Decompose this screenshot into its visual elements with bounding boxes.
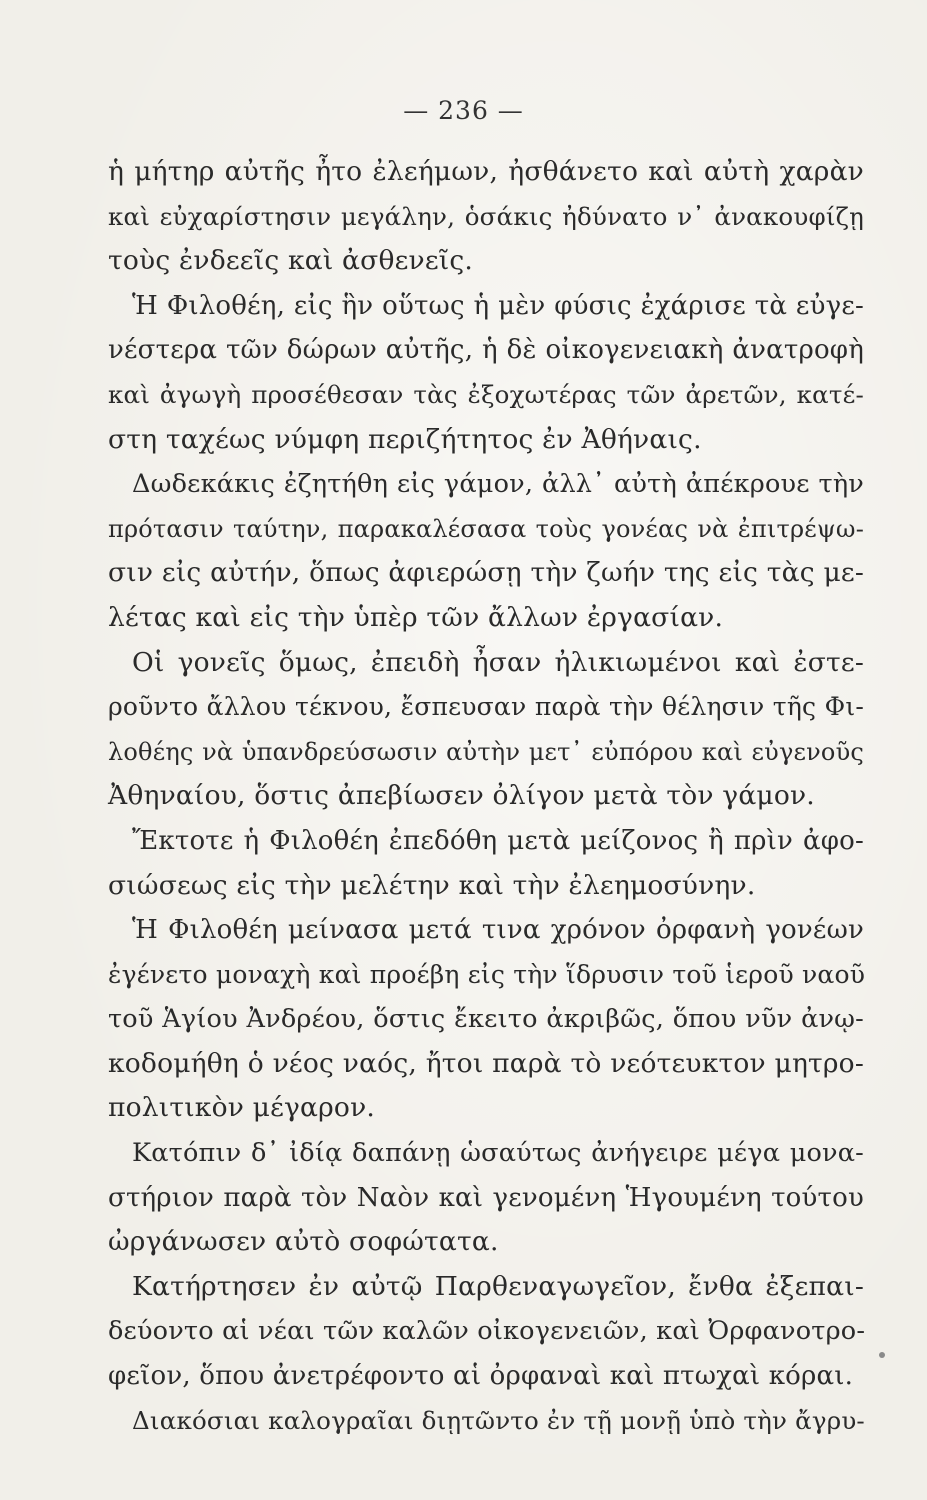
text-line: Ἡ Φιλοθέη, εἰς ἣν οὕτως ἡ μὲν φύσις ἐχάρισε τὰ εὐγε-	[132, 290, 864, 321]
page-number: — 236 —	[403, 96, 524, 125]
text-line: Ἡ Φιλοθέη μείνασα μετά τινα χρόνον ὀρφανὴ γονέων	[132, 915, 864, 946]
text-line: σιώσεως εἰς τὴν μελέτην καὶ τὴν ἐλεημοσύνην.	[108, 869, 756, 901]
text-line: στήριον παρὰ τὸν Ναὸν καὶ γενομένη Ἡγουμένη τούτου	[108, 1182, 864, 1213]
text-line: ἡ μήτηρ αὐτῆς ἦτο ἐλεήμων, ἠσθάνετο καὶ αὐτὴ χαρὰν	[108, 156, 864, 187]
text-line: κοδομήθη ὁ νέος ναός, ἤτοι παρὰ τὸ νεότευκτον μητρο-	[108, 1047, 864, 1079]
text-line: Ἀθηναίου, ὅστις ἀπεβίωσεν ὀλίγον μετὰ τὸν γάμον.	[108, 780, 815, 812]
text-line: Κατόπιν δ᾽ ἰδίᾳ δαπάνῃ ὡσαύτως ἀνήγειρε μέγα μονα-	[132, 1138, 864, 1169]
body-text	[108, 150, 864, 1443]
text-line: πρότασιν ταύτην, παρακαλέσασα τοὺς γονέας νὰ ἐπιτρέψω-	[108, 514, 864, 543]
text-line: δεύοντο αἱ νέαι τῶν καλῶν οἰκογενειῶν, καὶ Ὀρφανοτρο-	[108, 1316, 866, 1347]
text-line: φεῖον, ὅπου ἀνετρέφοντο αἱ ὀρφαναὶ καὶ πτωχαὶ κόραι.	[108, 1361, 854, 1392]
text-line: Ἔκτοτε ἡ Φιλοθέη ἐπεδόθη μετὰ μείζονος ἢ πρὶν ἀφο-	[132, 825, 864, 856]
text-line: πολιτικὸν μέγαρον.	[108, 1092, 376, 1124]
text-line: ἐγένετο μοναχὴ καὶ προέβη εἰς τὴν ἵδρυσιν τοῦ ἱεροῦ ναοῦ	[108, 959, 866, 989]
text-line: ὠργάνωσεν αὐτὸ σοφώτατα.	[108, 1226, 499, 1258]
text-line: Δωδεκάκις ἐζητήθη εἰς γάμον, ἀλλ᾽ αὐτὴ ἀπέκρουε τὴν	[132, 469, 864, 500]
text-line: Οἱ γονεῖς ὅμως, ἐπειδὴ ἦσαν ἠλικιωμένοι καὶ ἐστε-	[132, 646, 864, 678]
text-line: σιν εἰς αὐτήν, ὅπως ἀφιερώσῃ τὴν ζωήν της εἰς τὰς με-	[108, 557, 864, 589]
text-line: στη ταχέως νύμφη περιζήτητος ἐν Ἀθήναις.	[108, 423, 702, 455]
text-line: Κατήρτησεν ἐν αὐτῷ Παρθεναγωγεῖον, ἔνθα ἐξεπαι-	[132, 1270, 864, 1302]
text-line: λοθέης νὰ ὑπανδρεύσωσιν αὐτὴν μετ᾽ εὐπόρου καὶ εὐγενοῦς	[108, 737, 864, 766]
text-line: καὶ εὐχαρίστησιν μεγάλην, ὁσάκις ἠδύνατο ν᾽ ἀνακουφίζῃ	[108, 201, 864, 231]
text-line: νέστερα τῶν δώρων αὐτῆς, ἡ δὲ οἰκογενειακὴ ἀνατροφὴ	[108, 335, 864, 366]
text-line: λέτας καὶ εἰς τὴν ὑπὲρ τῶν ἄλλων ἐργασίαν.	[108, 601, 724, 633]
text-line: Διακόσιαι καλογραῖαι διῃτῶντο ἐν τῇ μονῇ ὑπὸ τὴν ἄγρυ-	[132, 1405, 865, 1435]
ink-speck	[879, 1352, 885, 1358]
text-line: ροῦντο ἄλλου τέκνου, ἔσπευσαν παρὰ τὴν θέλησιν τῆς Φι-	[108, 692, 864, 722]
text-line: τοῦ Ἁγίου Ἀνδρέου, ὅστις ἔκειτο ἀκριβῶς, ὅπου νῦν ἀνῳ-	[108, 1004, 864, 1035]
text-line: τοὺς ἐνδεεῖς καὶ ἀσθενεῖς.	[108, 245, 474, 277]
text-line: καὶ ἀγωγὴ προσέθεσαν τὰς ἐξοχωτέρας τῶν ἀρετῶν, κατέ-	[108, 379, 864, 409]
